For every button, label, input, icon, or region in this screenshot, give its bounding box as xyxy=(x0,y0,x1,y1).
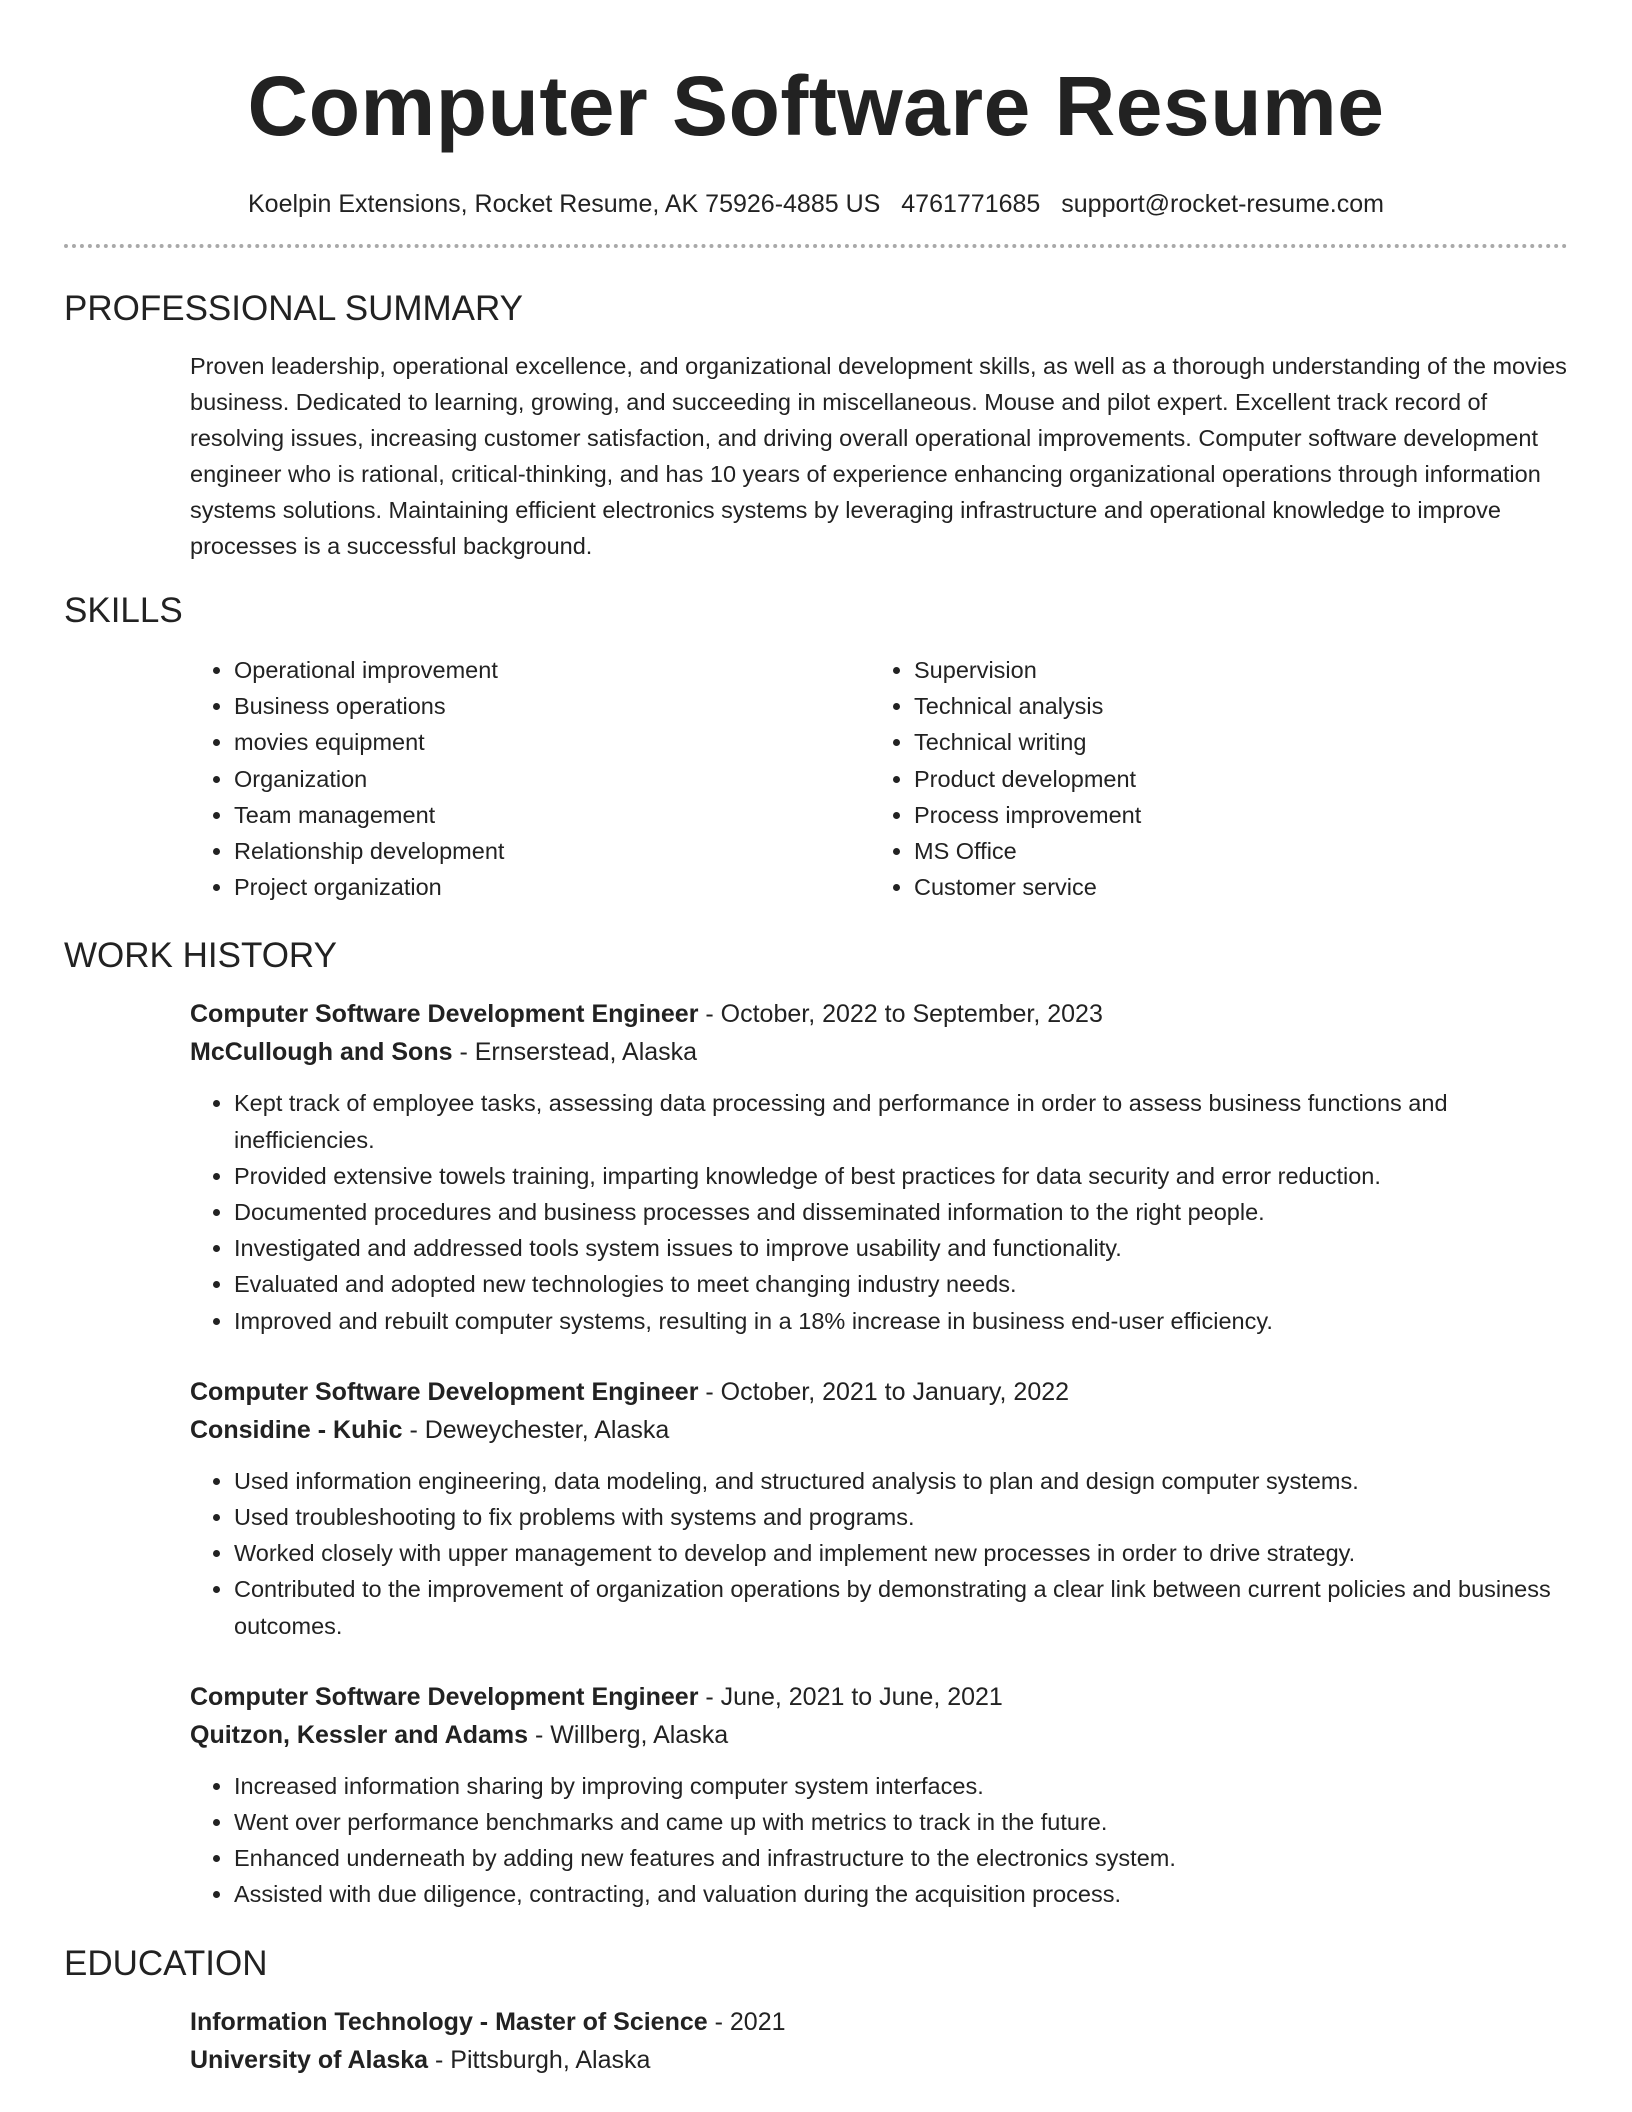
education-entry xyxy=(190,2003,1568,2079)
job-dates: - October, 2021 to January, 2022 xyxy=(698,1377,1070,1406)
education-location: - Pittsburgh, Alaska xyxy=(428,2045,651,2074)
skill-item: • movies equipment xyxy=(234,724,870,760)
job-bullets xyxy=(190,1768,1568,1913)
job-entry xyxy=(190,1678,1568,1913)
skill-item: • Product development xyxy=(914,761,1550,797)
education-degree: Information Technology - Master of Science xyxy=(190,2007,708,2036)
job-bullets xyxy=(190,1085,1568,1338)
skills-column-left xyxy=(190,652,870,905)
contact-phone: 4761771685 xyxy=(901,190,1041,218)
job-dates: - June, 2021 to June, 2021 xyxy=(698,1682,1003,1711)
job-bullet: • Provided extensive towels training, imparting knowledge of best practices for data security and error reduction. xyxy=(234,1158,1568,1194)
job-company: McCullough and Sons xyxy=(190,1038,453,1067)
job-dates: - October, 2022 to September, 2023 xyxy=(698,1000,1103,1029)
skill-item: • Operational improvement xyxy=(234,652,870,688)
education-school-line xyxy=(190,2041,1568,2079)
skill-item: • Organization xyxy=(234,761,870,797)
job-bullet: • Assisted with due diligence, contracting, and valuation during the acquisition process. xyxy=(234,1876,1568,1912)
job-role: Computer Software Development Engineer xyxy=(190,1682,699,1711)
job-entry xyxy=(190,995,1568,1338)
contact-address: Koelpin Extensions, Rocket Resume, AK 75926-4885 US xyxy=(248,190,881,218)
skill-item: • Relationship development xyxy=(234,833,870,869)
education-heading: EDUCATION xyxy=(64,1943,268,1983)
skill-item: • Supervision xyxy=(914,652,1550,688)
skill-item: • Technical analysis xyxy=(914,688,1550,724)
education-degree-line xyxy=(190,2003,1568,2041)
work-history-heading: WORK HISTORY xyxy=(64,936,337,976)
skills-grid xyxy=(190,652,1568,905)
job-company-line xyxy=(190,1033,1568,1071)
job-bullet: • Went over performance benchmarks and came up with metrics to track in the future. xyxy=(234,1804,1568,1840)
job-title-line xyxy=(190,995,1568,1033)
job-bullet: • Increased information sharing by improving computer system interfaces. xyxy=(234,1768,1568,1804)
skill-item: • Process improvement xyxy=(914,797,1550,833)
skill-item: • Team management xyxy=(234,797,870,833)
job-entry xyxy=(190,1373,1568,1644)
job-role: Computer Software Development Engineer xyxy=(190,1000,699,1029)
summary-text: Proven leadership, operational excellence, and organizational development skills, as well as a thorough understanding of the movies business. Dedicated to learning, growing, and succeeding in miscellaneous. Mouse and pilot expert. Excellent track record of resolving issues, increasing customer satisfaction, and driving overall operational improvements. Computer software development engineer who is rational, critical-thinking, and has 10 years of experience enhancing organizational operations through information systems solutions. Maintaining efficient electronics systems by leveraging infrastructure and operational knowledge to improve processes is a successful background. xyxy=(190,353,1567,559)
job-title-line xyxy=(190,1373,1568,1411)
job-location: - Willberg, Alaska xyxy=(528,1720,729,1749)
resume-title: Computer Software Resume xyxy=(247,59,1385,153)
job-bullet: • Documented procedures and business processes and disseminated information to the right people. xyxy=(234,1194,1568,1230)
job-bullet: • Used information engineering, data modeling, and structured analysis to plan and design computer systems. xyxy=(234,1463,1568,1499)
education-school: University of Alaska xyxy=(190,2045,429,2074)
job-bullet: • Investigated and addressed tools system issues to improve usability and functionality. xyxy=(234,1230,1568,1266)
job-location: - Ernserstead, Alaska xyxy=(452,1038,698,1067)
job-bullet: • Worked closely with upper management to develop and implement new processes in order to drive strategy. xyxy=(234,1535,1568,1571)
job-bullet: • Evaluated and adopted new technologies to meet changing industry needs. xyxy=(234,1266,1568,1302)
skill-item: • Business operations xyxy=(234,688,870,724)
summary-heading: PROFESSIONAL SUMMARY xyxy=(64,289,523,328)
job-company: Quitzon, Kessler and Adams xyxy=(190,1720,529,1749)
skills-heading: SKILLS xyxy=(64,591,183,630)
skill-item: • Project organization xyxy=(234,869,870,905)
job-location: - Deweychester, Alaska xyxy=(402,1415,670,1444)
job-bullet: • Used troubleshooting to fix problems with systems and programs. xyxy=(234,1499,1568,1535)
skill-item: • Customer service xyxy=(914,869,1550,905)
skill-item: • Technical writing xyxy=(914,724,1550,760)
job-bullet: • Kept track of employee tasks, assessing data processing and performance in order to assess business functions and inefficiencies. xyxy=(234,1085,1568,1157)
contact-line xyxy=(64,188,1568,220)
job-bullet: • Improved and rebuilt computer systems, resulting in a 18% increase in business end-user efficiency. xyxy=(234,1303,1568,1339)
job-company: Considine - Kuhic xyxy=(190,1415,403,1444)
job-bullets xyxy=(190,1463,1568,1644)
header-divider xyxy=(64,244,1568,248)
contact-email: support@rocket-resume.com xyxy=(1061,190,1384,218)
education-year: - 2021 xyxy=(707,2007,786,2036)
job-title-line xyxy=(190,1678,1568,1716)
job-bullet: • Contributed to the improvement of organization operations by demonstrating a clear link between current policies and business outcomes. xyxy=(234,1571,1568,1643)
job-role: Computer Software Development Engineer xyxy=(190,1377,699,1406)
skills-column-right xyxy=(870,652,1550,905)
job-bullet: • Enhanced underneath by adding new features and infrastructure to the electronics system. xyxy=(234,1840,1568,1876)
job-company-line xyxy=(190,1716,1568,1754)
job-company-line xyxy=(190,1411,1568,1449)
skill-item: • MS Office xyxy=(914,833,1550,869)
